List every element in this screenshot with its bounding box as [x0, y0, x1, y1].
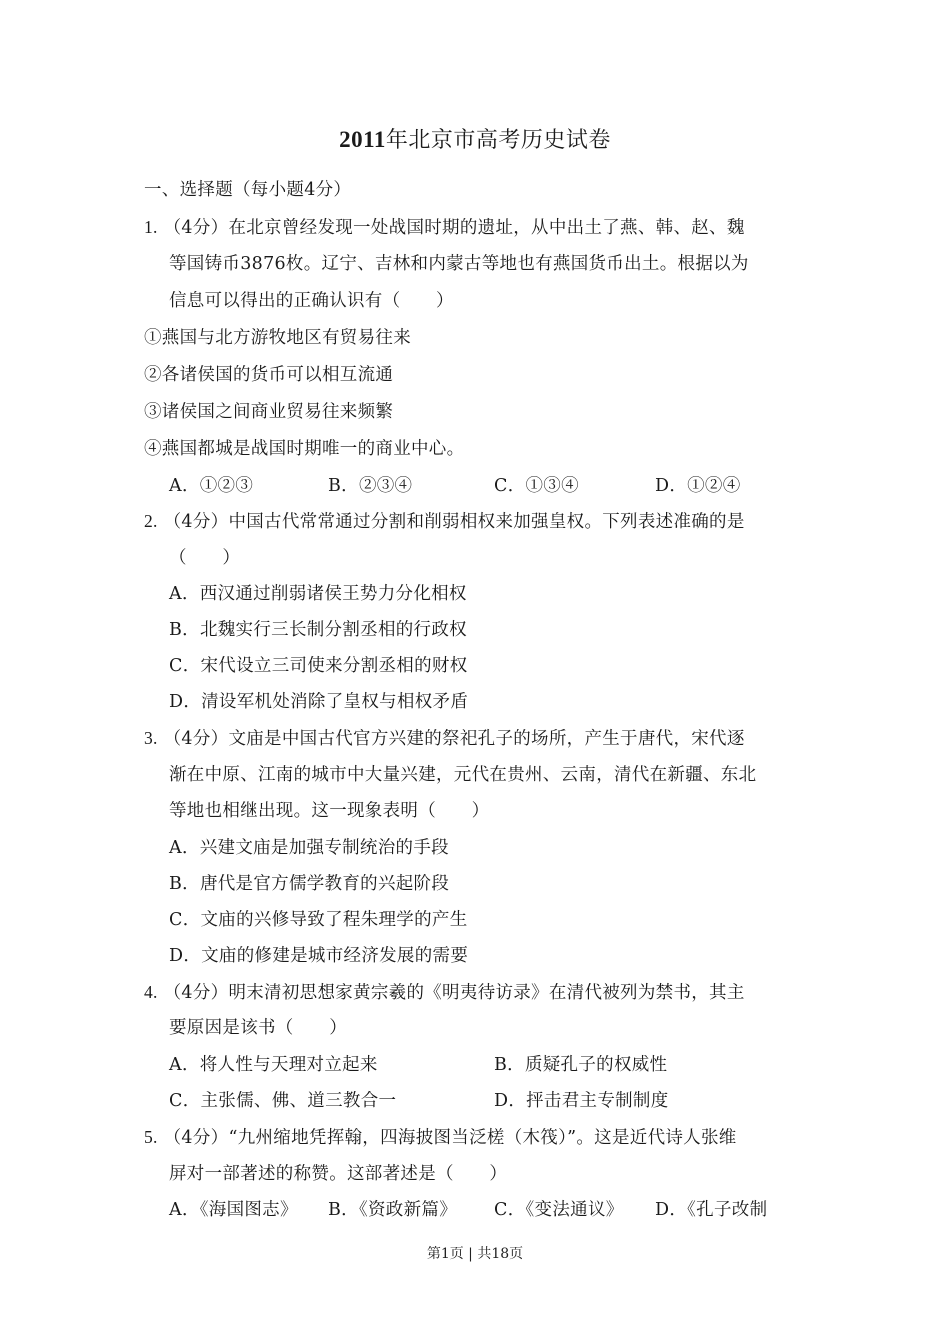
question-4-line-2: 要原因是该书（ ） [169, 1018, 347, 1038]
question-3-line-3: 等地也相继出现。这一现象表明（ ） [169, 801, 490, 821]
question-1-line-1 [144, 214, 745, 241]
question-text: （4分）中国古代常常通过分割和削弱相权来加强皇权。下列表述准确的是 [163, 512, 745, 532]
option-b: B．质疑孔子的权威性 [494, 1055, 668, 1075]
option-a: A．①②③ [169, 476, 254, 496]
question-2-line-2: （ ） [169, 548, 241, 568]
option-d: D．抨击君主专制制度 [494, 1091, 669, 1111]
question-text: （4分）“九州缩地凭挥翰，四海披图当泛槎（木筏）”。这是近代诗人张维 [163, 1128, 737, 1148]
question-number: 2. [144, 511, 158, 531]
question-5-line-2: 屏对一部著述的称赞。这部著述是（ ） [169, 1164, 508, 1184]
option-c: C．主张儒、佛、道三教合一 [169, 1091, 397, 1111]
option-d: D．清设军机处消除了皇权与相权矛盾 [169, 692, 469, 712]
option-a: A．《海国图志》 [169, 1200, 298, 1220]
option-d: D．《孔子改制 [655, 1200, 768, 1220]
option-c: C．①③④ [494, 476, 579, 496]
question-number: 1. [144, 217, 158, 237]
question-5-line-1 [144, 1124, 737, 1151]
statement-2: ②各诸侯国的货币可以相互流通 [144, 365, 394, 385]
statement-3: ③诸侯国之间商业贸易往来频繁 [144, 402, 394, 422]
option-c: C．宋代设立三司使来分割丞相的财权 [169, 656, 468, 676]
question-number: 4. [144, 982, 158, 1002]
option-a: A．兴建文庙是加强专制统治的手段 [169, 838, 449, 858]
question-text: （4分）文庙是中国古代官方兴建的祭祀孔子的场所，产生于唐代，宋代逐 [163, 729, 745, 749]
option-b: B．②③④ [328, 476, 413, 496]
option-b: B．唐代是官方儒学教育的兴起阶段 [169, 874, 450, 894]
option-c: C．《变法通议》 [494, 1200, 624, 1220]
question-number: 3. [144, 728, 158, 748]
statement-1: ①燕国与北方游牧地区有贸易往来 [144, 328, 411, 348]
question-3-line-2: 渐在中原、江南的城市中大量兴建，元代在贵州、云南，清代在新疆、东北 [169, 765, 757, 785]
question-3-line-1 [144, 725, 745, 752]
option-d: D．①②④ [655, 476, 741, 496]
question-text: （4分）在北京曾经发现一处战国时期的遗址，从中出土了燕、韩、赵、魏 [163, 218, 745, 238]
option-d: D．文庙的修建是城市经济发展的需要 [169, 946, 469, 966]
page-title [0, 124, 950, 157]
question-1-line-3: 信息可以得出的正确认识有（ ） [169, 291, 454, 311]
question-4-line-1 [144, 979, 745, 1006]
option-b: B．《资政新篇》 [328, 1200, 458, 1220]
title-year: 2011 [339, 127, 386, 152]
title-text: 年北京市高考历史试卷 [385, 128, 611, 153]
question-number: 5. [144, 1127, 158, 1147]
page-footer: 第1页 | 共18页 [426, 1246, 524, 1262]
option-a: A．西汉通过削弱诸侯王势力分化相权 [169, 584, 467, 604]
option-c: C．文庙的兴修导致了程朱理学的产生 [169, 910, 468, 930]
question-1-line-2: 等国铸币3876枚。辽宁、吉林和内蒙古等地也有燕国货币出土。根据以为 [169, 254, 749, 274]
option-a: A．将人性与天理对立起来 [169, 1055, 378, 1075]
question-text: （4分）明末清初思想家黄宗羲的《明夷待访录》在清代被列为禁书，其主 [163, 983, 745, 1003]
option-b: B．北魏实行三长制分割丞相的行政权 [169, 620, 467, 640]
question-2-line-1 [144, 508, 745, 535]
section-heading: 一、选择题（每小题4分） [144, 180, 352, 200]
statement-4: ④燕国都城是战国时期唯一的商业中心。 [144, 439, 465, 459]
